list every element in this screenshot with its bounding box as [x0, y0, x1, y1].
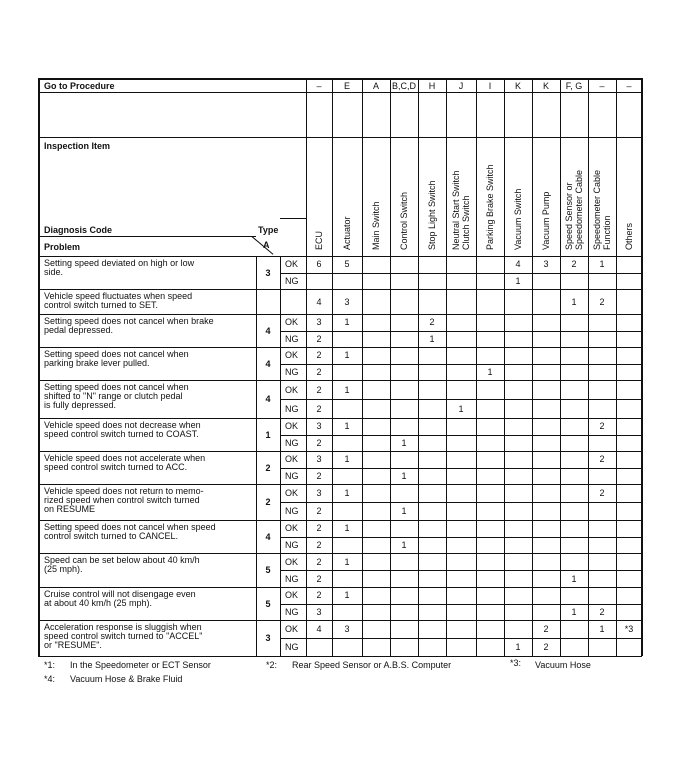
sub-row-border: [280, 604, 642, 605]
problem-text: Setting speed does not cancel when brake pedal depressed.: [44, 316, 214, 335]
cell-value: 1: [429, 333, 435, 344]
cell-value: 2: [316, 539, 322, 550]
row-border: [38, 656, 642, 657]
cell-value: 1: [571, 296, 577, 307]
cell-value: 2: [316, 470, 322, 481]
goto-row-border: [38, 92, 642, 93]
row-border: [38, 553, 642, 554]
cell-value: 3: [316, 421, 322, 432]
cell-value: 1: [487, 366, 493, 377]
diagnosis-code: 1: [265, 429, 271, 440]
problem-text: Vehicle speed fluctuates when speed control switch turned to SET.: [44, 291, 193, 310]
sub-row-border: [280, 502, 642, 503]
code-col-left: [256, 256, 257, 656]
cell-value: 1: [401, 506, 407, 516]
cell-value: 3: [543, 259, 549, 270]
cell-value: 1: [401, 470, 407, 481]
type-value: A: [263, 240, 270, 250]
problem-label: Problem: [44, 242, 81, 252]
sub-label-ok: OK: [285, 488, 299, 498]
problem-text: Cruise control will not disengage even at about 40 km/h (25 mph).: [44, 589, 196, 608]
procedure-2: A: [372, 81, 379, 91]
sub-label-ng: NG: [285, 506, 299, 516]
cell-value: 1: [344, 488, 350, 498]
sub-label-ok: OK: [285, 454, 299, 465]
procedure-10: –: [599, 81, 605, 91]
diagnosis-code: 5: [265, 598, 271, 609]
cell-value: 2: [599, 421, 605, 432]
sub-row-border: [280, 468, 642, 469]
row-border: [38, 314, 642, 315]
procedure-8: K: [542, 81, 549, 91]
procedure-6: I: [488, 81, 492, 91]
cell-value: 2: [571, 259, 577, 270]
goto-procedure-label: Go to Procedure: [44, 81, 115, 91]
problem-text: Vehicle speed does not return to memo- rized speed when control switch turned on RESUME: [44, 486, 204, 514]
cell-value: 1: [344, 421, 350, 432]
cell-value: 1: [344, 317, 350, 328]
cell-value: 2: [316, 366, 322, 377]
cell-value: 2: [599, 606, 605, 617]
cell-value: 1: [515, 642, 521, 652]
cell-value: 2: [599, 488, 605, 498]
cell-value: 1: [599, 259, 605, 270]
cell-value: 6: [316, 259, 322, 270]
cell-value: 1: [401, 437, 407, 448]
sub-label-ok: OK: [285, 259, 299, 270]
cell-value: 2: [316, 556, 322, 567]
diagnosis-code-label: Diagnosis Code: [44, 225, 113, 235]
sub-label-ng: NG: [285, 606, 299, 617]
sub-label-ok: OK: [285, 556, 299, 567]
cell-value: 4: [316, 296, 322, 307]
sub-label-ng: NG: [285, 642, 299, 652]
inspection-item-2: Main Switch: [371, 201, 381, 250]
sub-label-ng: NG: [285, 573, 299, 584]
problem-text: Acceleration response is sluggish when speed control switch turned to "ACCEL" or "RESUME".: [44, 622, 203, 650]
sub-row-border: [280, 331, 642, 332]
footnote-3-text: Vacuum Hose: [535, 660, 591, 670]
procedure-1: E: [343, 81, 350, 91]
cell-value: 2: [316, 523, 322, 534]
row-border: [38, 587, 642, 588]
problem-text: Setting speed does not cancel when shifted to "N" range or clutch pedal is fully depressed.: [44, 382, 189, 410]
cell-value: 1: [344, 556, 350, 567]
procedure-11: –: [626, 81, 632, 91]
inspection-item-label: Inspection Item: [44, 141, 111, 151]
sub-label-ng: NG: [285, 333, 299, 344]
diagnosis-code: 4: [265, 325, 271, 336]
sub-label-ok: OK: [285, 317, 299, 328]
cell-value: 1: [571, 606, 577, 617]
row-border: [38, 380, 642, 381]
table-left-border: [38, 78, 40, 656]
cell-value: 3: [316, 606, 322, 617]
sub-col-left: [280, 256, 281, 656]
diagnosis-code: 4: [265, 394, 271, 404]
inspection-item-7: Vacuum Switch: [513, 188, 523, 250]
procedure-5: J: [458, 81, 464, 91]
cell-value: 4: [515, 259, 521, 270]
cell-value: 2: [316, 437, 322, 448]
inspection-item-8: Vacuum Pump: [541, 191, 551, 250]
cell-value: 3: [316, 488, 322, 498]
sub-label-ng: NG: [285, 539, 299, 550]
row-border: [38, 520, 642, 521]
diagnosis-code: 3: [265, 267, 271, 278]
cell-value: 2: [543, 624, 549, 634]
problem-text: Speed can be set below about 40 km/h (25 mph).: [44, 555, 200, 574]
procedure-7: K: [514, 81, 521, 91]
sub-label-ok: OK: [285, 384, 299, 395]
diagnosis-code: 2: [265, 497, 271, 507]
footnote-3-mark: *3:: [510, 658, 522, 668]
footnote-4-text: Vacuum Hose & Brake Fluid: [70, 674, 183, 684]
inspection-item-0: ECU: [314, 230, 324, 250]
cell-value: 1: [344, 350, 350, 361]
sub-label-ok: OK: [285, 523, 299, 534]
inspection-item-5: Neutral Start Switch Clutch Switch: [451, 170, 471, 250]
diagnosis-code: 2: [265, 462, 271, 473]
row-border: [38, 289, 642, 290]
cell-value: 2: [316, 506, 322, 516]
inspection-item-6: Parking Brake Switch: [485, 164, 495, 250]
sub-label-ng: NG: [285, 437, 299, 448]
cell-value: 1: [458, 403, 464, 414]
inspection-item-10: Speedometer Cable Function: [592, 169, 612, 250]
cell-value: 3: [316, 454, 322, 465]
diag-code-divider: [38, 236, 256, 237]
cell-value: 1: [599, 624, 605, 634]
cell-value: 2: [543, 642, 549, 652]
cell-value: 2: [599, 454, 605, 465]
items-header-top: [38, 137, 642, 138]
sub-row-border: [280, 537, 642, 538]
sub-label-ng: NG: [285, 366, 299, 377]
diagnosis-code: 4: [265, 358, 271, 369]
cell-value: 2: [316, 403, 322, 414]
cell-value: *3: [624, 624, 634, 634]
row-border: [38, 451, 642, 452]
row-border: [38, 418, 642, 419]
sub-label-ng: NG: [285, 470, 299, 481]
cell-value: 2: [599, 296, 605, 307]
sub-label-ok: OK: [285, 624, 299, 634]
sub-label-ok: OK: [285, 350, 299, 361]
inspection-item-11: Others: [624, 222, 634, 250]
procedure-0: –: [316, 81, 322, 91]
problem-text: Vehicle speed does not decrease when speed control switch turned to COAST.: [44, 420, 201, 439]
procedure-4: H: [428, 81, 436, 91]
sub-row-border: [280, 570, 642, 571]
footnote-2-text: Rear Speed Sensor or A.B.S. Computer: [292, 660, 452, 670]
inspection-item-4: Stop Light Switch: [427, 180, 437, 250]
row-border: [38, 484, 642, 485]
footnote-1-text: In the Speedometer or ECT Sensor: [70, 660, 211, 670]
sub-row-border: [280, 435, 642, 436]
footnote-4-mark: *4:: [44, 674, 56, 684]
table-top-border: [38, 78, 642, 80]
header-diagonal-line: [251, 236, 273, 255]
footnote-1-mark: *1:: [44, 660, 56, 670]
sub-row-border: [280, 399, 642, 400]
diagnosis-code: 3: [265, 633, 271, 643]
cell-value: 2: [316, 384, 322, 395]
cell-value: 3: [316, 317, 322, 328]
row-border: [38, 347, 642, 348]
cell-value: 2: [316, 333, 322, 344]
cell-value: 1: [344, 454, 350, 465]
inspection-item-9: Speed Sensor or Speedometer Cable: [564, 169, 584, 250]
cell-value: 1: [515, 275, 521, 286]
cell-value: 5: [344, 259, 350, 270]
sub-label-ng: NG: [285, 403, 299, 414]
sub-row-border: [280, 364, 642, 365]
problem-text: Setting speed deviated on high or low side.: [44, 258, 195, 277]
inspection-item-1: Actuator: [342, 216, 352, 250]
problem-text: Vehicle speed does not accelerate when speed control switch turned to ACC.: [44, 453, 206, 472]
cell-value: 1: [344, 384, 350, 395]
sub-label-ng: NG: [285, 275, 299, 286]
cell-value: 1: [344, 590, 350, 601]
problem-text: Setting speed does not cancel when speed control switch turned to CANCEL.: [44, 522, 216, 541]
cell-value: 2: [316, 573, 322, 584]
row-border: [38, 620, 642, 621]
sub-row-border: [280, 273, 642, 274]
cell-value: 3: [344, 624, 350, 634]
cell-value: 2: [316, 350, 322, 361]
sub-row-border: [280, 638, 642, 639]
procedure-3: B,C,D: [391, 81, 416, 91]
type-box-top: [280, 218, 306, 219]
footnote-2-mark: *2:: [266, 660, 278, 670]
cell-value: 2: [429, 317, 435, 328]
type-label: Type: [258, 225, 279, 235]
body-top-border: [38, 256, 642, 257]
cell-value: 1: [344, 523, 350, 534]
cell-value: 1: [571, 573, 577, 584]
cell-value: 2: [316, 590, 322, 601]
cell-value: 1: [401, 539, 407, 550]
diagnosis-code: 4: [265, 531, 271, 542]
cell-value: 4: [316, 624, 322, 634]
cell-value: 3: [344, 296, 350, 307]
inspection-item-3: Control Switch: [399, 191, 409, 250]
procedure-9: F, G: [565, 81, 583, 91]
sub-label-ok: OK: [285, 421, 299, 432]
problem-text: Setting speed does not cancel when parking brake lever pulled.: [44, 349, 189, 368]
sub-label-ok: OK: [285, 590, 299, 601]
diagnosis-code: 5: [265, 565, 271, 575]
